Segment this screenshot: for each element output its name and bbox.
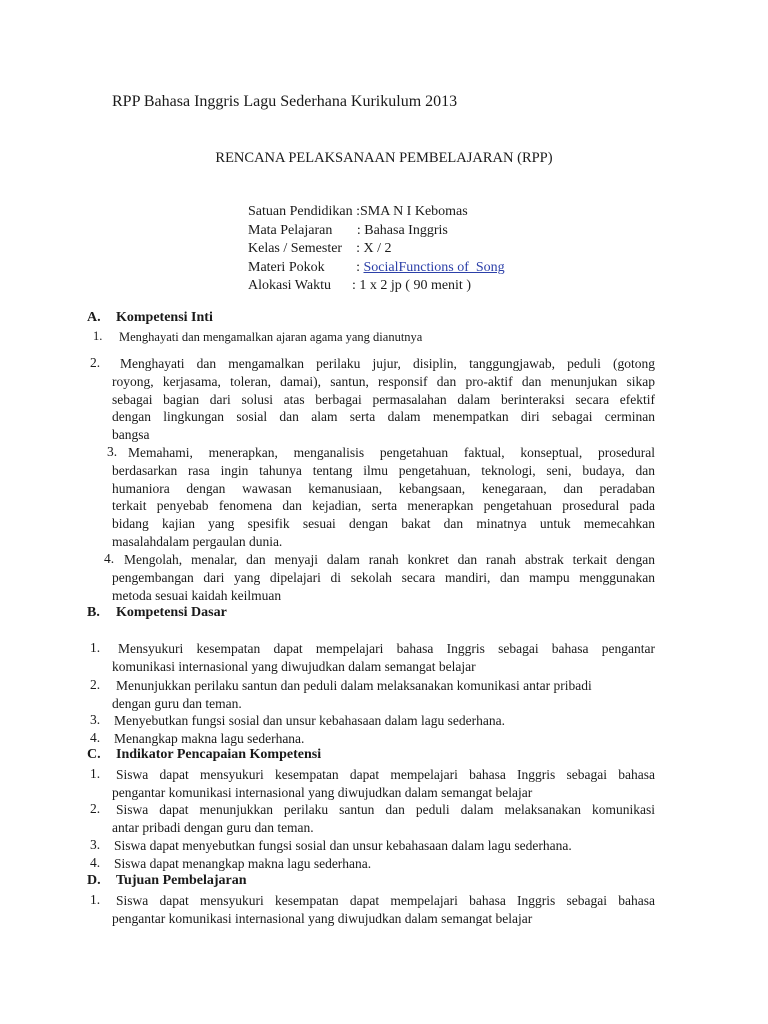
list-number: 2. (90, 355, 101, 370)
list-item-line: Siswa dapat menyebutkan fungsi sosial dan unsur kebahasaan dalam lagu sederhana. (114, 838, 572, 853)
list-item-line: Memahami, menerapkan, menganalisis pengetahuan faktual, konseptual, prosedural (128, 445, 655, 460)
list-item (114, 712, 657, 730)
list-item-line: Siswa dapat menangkap makna lagu sederhana. (114, 856, 372, 871)
rpp-heading: RENCANA PELAKSANAAN PEMBELAJARAN (RPP) (215, 150, 553, 166)
list-item-line: Mensyukuri kesempatan dapat mempelajari bahasa Inggris sebagai bahasa pengantar (118, 641, 655, 656)
materi-link[interactable]: SocialFunctions of Song (363, 259, 505, 275)
info-label: Alokasi Waktu : (248, 278, 360, 293)
list-item-line: pengembangan dari yang dipelajari di sekolah secara mandiri, dan mampu menggunakan (112, 569, 655, 585)
info-label: Kelas / Semester : (248, 241, 364, 256)
list-item (112, 801, 655, 837)
info-row-mapel (248, 222, 505, 241)
list-number: 4. (90, 730, 101, 745)
list-item (112, 892, 655, 928)
list-item-line: bidang kajian yang spesifik sesuai dengan bakat dan minatnya untuk memecahkan (112, 516, 655, 532)
list-item-line: Siswa dapat mensyukuri kesempatan dapat mempelajari bahasa Inggris sebagai bahasa (116, 893, 655, 908)
list-number: 2. (90, 801, 101, 816)
info-row-materi (248, 259, 505, 278)
list-number: 1. (93, 329, 103, 343)
list-item (114, 730, 657, 748)
list-item-line: masalahdalam pergaulan dunia. (112, 533, 283, 549)
list-number: 1. (90, 892, 101, 907)
list-item-line: pengantar komunikasi internasional yang diwujudkan dalam semangat belajar (112, 910, 533, 926)
list-number: 1. (90, 766, 101, 781)
list-number: 1. (90, 640, 101, 655)
info-value: 1 x 2 jp ( 90 menit ) (359, 278, 471, 293)
section-c-letter: C. (87, 747, 101, 762)
info-value: SMA N I Kebomas (360, 204, 468, 219)
list-item-line: bangsa (112, 427, 150, 443)
section-b-title: Kompetensi Dasar (116, 605, 227, 620)
list-item-line: terkait penyebab fenomena dan kejadian, serta menerapkan pengetahuan prosedural pada (112, 498, 655, 514)
list-item-line: Menyebutkan fungsi sosial dan unsur kebahasaan dalam lagu sederhana. (114, 713, 506, 728)
section-a-title: Kompetensi Inti (116, 310, 213, 325)
list-number: 4. (104, 551, 115, 566)
list-item-line: dengan lingkungan sosial dan alam serta dalam menempatkan diri sebagai cerminan (112, 409, 655, 425)
list-item (112, 677, 655, 713)
list-item-line: Menghayati dan mengamalkan perilaku jujur, disiplin, tanggungjawab, peduli (gotong (120, 356, 655, 371)
section-c-title: Indikator Pencapaian Kompetensi (116, 747, 322, 762)
list-item-line: komunikasi internasional yang diwujudkan dalam semangat belajar (112, 658, 476, 674)
list-number: 3. (90, 712, 101, 727)
list-item-line: Menghayati dan mengamalkan ajaran agama yang dianutnya (119, 330, 423, 344)
list-item-line: berdasarkan rasa ingin tahunya tentang ilmu pengetahuan, teknologi, seni, budaya, dan (112, 462, 655, 478)
info-row-kelas (248, 240, 505, 259)
list-number: 4. (90, 855, 101, 870)
info-label: Mata Pelajaran : (248, 222, 365, 238)
list-item-line: metoda sesuai kaidah keilmuan (112, 587, 282, 603)
list-item-line: Menangkap makna lagu sederhana. (114, 731, 305, 746)
list-item (112, 355, 655, 444)
list-item-line: Siswa dapat menunjukkan perilaku santun dan peduli dalam melaksanakan komunikasi (116, 802, 655, 817)
list-item-line: Menunjukkan perilaku santun dan peduli dalam melaksanakan komunikasi antar pribadi (116, 678, 592, 693)
list-item-line: antar pribadi dengan guru dan teman. (112, 819, 314, 835)
list-number: 2. (90, 677, 101, 692)
list-item (114, 855, 657, 873)
list-item-line: Mengolah, menalar, dan menyaji dalam ranah konkret dan ranah abstrak terkait dengan (124, 552, 655, 567)
info-value: Bahasa Inggris (364, 222, 448, 238)
info-block (248, 203, 505, 296)
list-item (119, 329, 659, 347)
info-label: Materi Pokok : (248, 259, 364, 275)
section-d-title: Tujuan Pembelajaran (116, 873, 247, 888)
document-title: RPP Bahasa Inggris Lagu Sederhana Kurikulum 2013 (112, 93, 458, 110)
list-item-line: pengantar komunikasi internasional yang diwujudkan dalam semangat belajar (112, 784, 533, 800)
list-item-line: humaniora dengan wawasan kemanusiaan, kebangsaan, kenegaraan, dan peradaban (112, 480, 655, 496)
list-item-line: dengan guru dan teman. (112, 695, 242, 711)
list-number: 3. (90, 837, 101, 852)
list-item (114, 837, 657, 855)
section-b-letter: B. (87, 605, 100, 620)
list-item-line: royong, kerjasama, toleran, damai), santun, responsif dan pro-aktif dan menunjukan sikap (112, 373, 655, 389)
list-item (112, 551, 655, 604)
list-item (112, 444, 655, 551)
list-number: 3. (107, 444, 118, 459)
info-value: X / 2 (363, 241, 392, 256)
list-item-line: sebagai bagian dari solusi atas berbagai permasalahan dalam berinteraksi secara efektif (112, 391, 655, 407)
section-d-letter: D. (87, 873, 101, 888)
info-row-alokasi (248, 277, 505, 296)
section-a-letter: A. (87, 310, 101, 325)
list-item-line: Siswa dapat mensyukuri kesempatan dapat mempelajari bahasa Inggris sebagai bahasa (116, 767, 655, 782)
list-item (112, 766, 655, 802)
info-label: Satuan Pendidikan : (248, 204, 360, 219)
list-item (112, 640, 655, 676)
info-row-satuan (248, 203, 505, 222)
